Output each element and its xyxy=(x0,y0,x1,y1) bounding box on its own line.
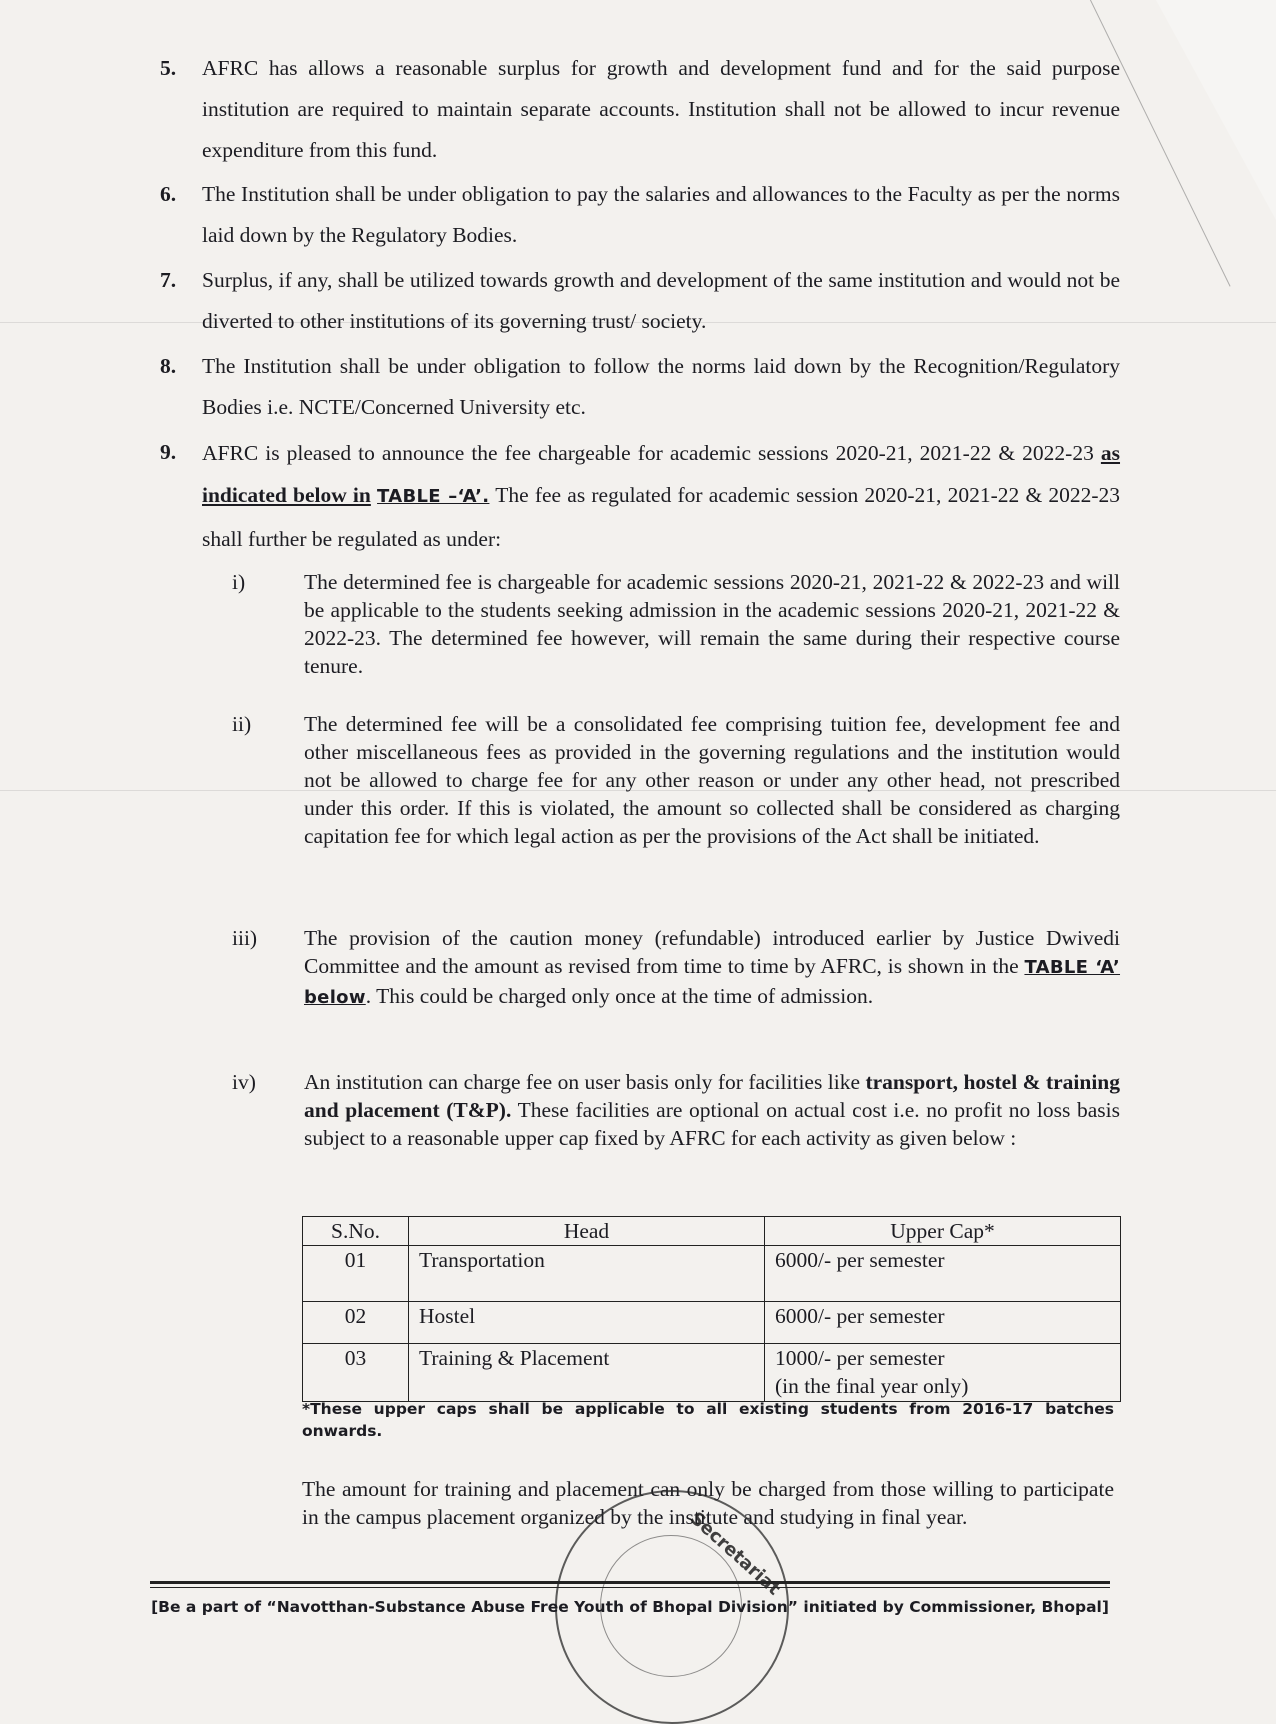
table-header-row xyxy=(303,1217,1121,1246)
clause-text xyxy=(202,432,1120,560)
clause-text: Surplus, if any, shall be utilized towards growth and development of the same institution and would not be diverted to other institutions of its governing trust/ society. xyxy=(202,268,1120,333)
folded-corner xyxy=(1156,0,1276,220)
clause-text: The Institution shall be under obligation to follow the norms laid down by the Recognition/Regulatory Bodies i.e. NCTE/Concerned University etc. xyxy=(202,354,1120,419)
cell-cap: 6000/- per semester xyxy=(765,1302,1121,1344)
table-row xyxy=(303,1302,1121,1344)
clause-text: The Institution shall be under obligation to pay the salaries and allowances to the Faculty as per the norms laid down by the Regulatory Bodies. xyxy=(202,182,1120,247)
upper-cap-table xyxy=(302,1216,1121,1402)
table-footnote: *These upper caps shall be applicable to all existing students from 2016-17 batches onwards. xyxy=(302,1400,1114,1440)
subclause-text-part: These facilities are optional on actual cost i.e. no profit no loss basis subject to a reasonable upper cap fixed by AFRC for each activity as given below : xyxy=(304,1098,1121,1150)
subclause-text-part: . This could be charged only once at the time of admission. xyxy=(365,984,874,1008)
header-head: Head xyxy=(409,1217,765,1246)
cell-cap-line: 1000/- per semester xyxy=(775,1346,945,1370)
cell-cap-line: (in the final year only) xyxy=(775,1374,969,1398)
cell-head: Transportation xyxy=(409,1246,765,1302)
cell-head: Hostel xyxy=(409,1302,765,1344)
cell-head: Training & Placement xyxy=(409,1344,765,1402)
table-row xyxy=(303,1246,1121,1302)
subclause-text xyxy=(304,1068,1120,1152)
cell-sno: 02 xyxy=(303,1302,409,1344)
subclause-text-part: The provision of the caution money (refundable) introduced earlier by Justice Dwivedi Committee and the amount as revised from time to time by AFRC, is shown in the xyxy=(304,926,1120,978)
subclause-text: The determined fee will be a consolidated fee comprising tuition fee, development fee and other miscellaneous fees as provided in the governing regulations and the institution would not be allowed to charge fee for any other reason or under any other head, not prescribed under this order. If this is violated, the amount so collected shall be considered as charging capitation fee for which legal action as per the provisions of the Act shall be initiated. xyxy=(304,712,1120,848)
facilities-bold-text: transport, hostel & training and placement (T&P). xyxy=(304,1070,1121,1122)
clause-text-part: AFRC is pleased to announce the fee chargeable for academic sessions 2020-21, 2021-22 & 2022-23 xyxy=(202,441,1094,465)
closing-paragraph: The amount for training and placement can only be charged from those willing to participate in the campus placement organized by the institute and studying in final year. xyxy=(302,1477,1114,1529)
subclause-number: iv) xyxy=(232,1070,256,1094)
subclause-text xyxy=(304,924,1120,1012)
clause-number: 9. xyxy=(160,440,177,464)
clause-number: 5. xyxy=(160,56,177,80)
header-upper-cap: Upper Cap* xyxy=(765,1217,1121,1246)
table-reference-text: as indicated below in xyxy=(202,441,1121,507)
footer-slogan: [Be a part of “Navotthan-Substance Abuse Free Youth of Bhopal Division” initiated by Commissioner, Bhopal] xyxy=(151,1598,1109,1616)
clause-number: 6. xyxy=(160,182,177,206)
table-reference: TABLE ‘A’ below xyxy=(304,957,1121,1008)
table-reference: TABLE –‘A’. xyxy=(377,486,490,507)
header-sno: S.No. xyxy=(303,1217,409,1246)
stamp-text: Secretariat xyxy=(685,1508,785,1600)
cell-cap xyxy=(765,1344,1121,1402)
table-row xyxy=(303,1344,1121,1402)
footer-rule xyxy=(150,1587,1110,1588)
cell-sno: 03 xyxy=(303,1344,409,1402)
cell-cap: 6000/- per semester xyxy=(765,1246,1121,1302)
clause-text-part: The fee as regulated for academic session 2020-21, 2021-22 & 2022-23 shall further be regulated as under: xyxy=(202,483,1121,551)
clause-text: AFRC has allows a reasonable surplus for growth and development fund and for the said purpose institution are required to maintain separate accounts. Institution shall not be allowed to incur revenue expenditure from this fund. xyxy=(202,56,1120,162)
subclause-text: The determined fee is chargeable for academic sessions 2020-21, 2021-22 & 2022-23 and will be applicable to the students seeking admission in the academic sessions 2020-21, 2021-22 & 2022-23. The determined fee however, will remain the same during their respective course tenure. xyxy=(304,570,1120,678)
subclause-number: iii) xyxy=(232,926,258,950)
subclause-text-part: An institution can charge fee on user basis only for facilities like xyxy=(304,1070,861,1094)
clause-number: 8. xyxy=(160,354,177,378)
subclause-number: i) xyxy=(232,570,246,594)
cell-sno: 01 xyxy=(303,1246,409,1302)
footer-rule xyxy=(150,1581,1110,1584)
clause-number: 7. xyxy=(160,268,177,292)
subclause-number: ii) xyxy=(232,712,252,736)
